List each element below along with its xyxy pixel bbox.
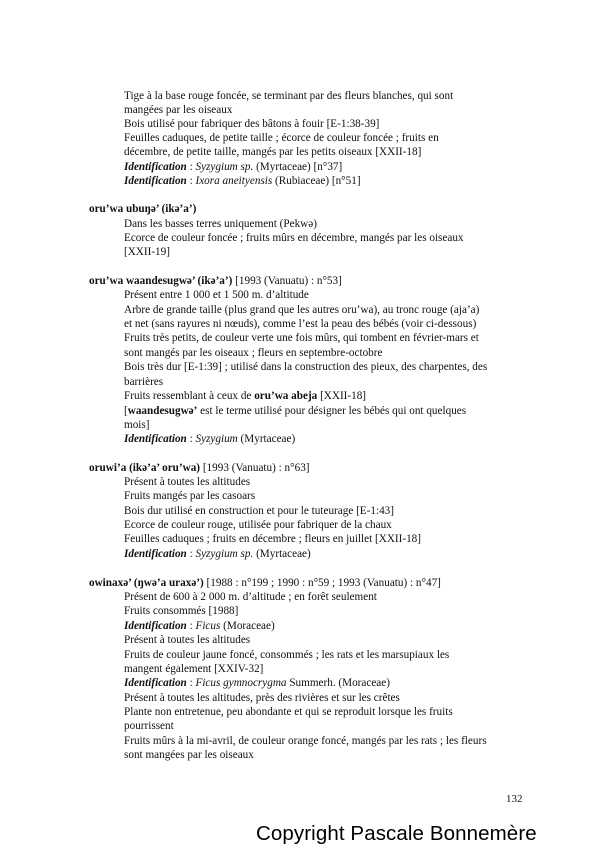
identification-line (124, 619, 275, 633)
entry-line: mangent également [XXIV-32] (124, 663, 264, 675)
entry-heading-ref: [1993 (Vanuatu) : n°53] (232, 275, 342, 287)
entry-line: Arbre de grande taille (plus grand que les autres oru’wa), au tronc rouge (aja’a) (124, 304, 480, 316)
entry-line: Présent à toutes les altitudes (124, 476, 251, 488)
species-name: Ixora aneityensis (195, 175, 273, 187)
entry-heading-line (89, 576, 441, 590)
entry-line: barrières (124, 376, 164, 388)
entry-line: Ecorce de couleur rouge, utilisée pour fabriquer de la chaux (124, 519, 392, 531)
entry-line: Fruits mûrs à la mi-avril, de couleur orange foncé, mangés par les rats ; les fleurs (124, 735, 487, 747)
text-run: est le terme utilisé pour désigner les bébés qui ont quelques (197, 405, 467, 417)
text-run: [XXII-18] (317, 390, 367, 402)
entry-heading-ref: [1993 (Vanuatu) : n°63] (200, 462, 310, 474)
entry-line: Fruits mangés par les casoars (124, 490, 256, 502)
entry-line: Présent entre 1 000 et 1 500 m. d’altitude (124, 289, 309, 301)
entry-line: Feuilles caduques, de petite taille ; écorce de couleur foncée ; fruits en (124, 132, 439, 144)
entry-line: Tige à la base rouge foncée, se terminant par des fleurs blanches, qui sont (124, 90, 454, 102)
entry-line: Ecorce de couleur foncée ; fruits mûrs en décembre, mangés par les oiseaux (124, 232, 464, 244)
cross-reference: oru’wa abeja (254, 390, 318, 402)
entry-line: pourrissent (124, 720, 174, 732)
entry-line: Bois dur utilisé en construction et pour le tuteurage [E-1:43] (124, 505, 394, 517)
entry-line: Fruits très petits, de couleur verte une fois mûrs, qui tombent en février-mars et (124, 332, 479, 344)
identification-line (124, 174, 361, 188)
entry-line: mois] (124, 419, 150, 431)
identification-line (124, 160, 342, 174)
entry-heading: oru’wa waandesugwə’ (ikə’a’) (89, 275, 233, 287)
identification-label: Identification (124, 175, 187, 187)
entry-line: Feuilles caduques ; fruits en décembre ; fleurs en juillet [XXII-18] (124, 533, 421, 545)
species-name: Syzygium (195, 433, 238, 445)
identification-label: Identification (124, 161, 187, 173)
entry-line: Présent à toutes les altitudes, près des rivières et sur les crêtes (124, 692, 400, 704)
identification-sep: : (186, 620, 196, 632)
species-name: Syzygium sp. (195, 161, 254, 173)
entry-line: sont mangés par les oiseaux ; fleurs en septembre-octobre (124, 347, 383, 359)
entry-line: Bois utilisé pour fabriquer des bâtons à fouir [E-1:38-39] (124, 118, 380, 130)
entry-heading-line (89, 274, 342, 288)
copyright-watermark: Copyright Pascale Bonnemère (256, 822, 537, 845)
species-name: Syzygium sp. (195, 548, 254, 560)
identification-label: Identification (124, 620, 187, 632)
identification-label: Identification (124, 548, 187, 560)
identification-rest: (Myrtaceae) (253, 548, 311, 560)
term: waandesugwə’ (127, 405, 198, 417)
entry-line: Plante non entretenue, peu abondante et qui se reproduit lorsque les fruits (124, 706, 453, 718)
entry-line (124, 404, 466, 418)
species-name: Ficus (195, 620, 221, 632)
entry-heading-ref: [1988 : n°199 ; 1990 : n°59 ; 1993 (Vanuatu) : n°47] (203, 577, 441, 589)
entry-heading: oru’wa ubuŋə’ (ikə’a’) (89, 203, 197, 215)
identification-label: Identification (124, 677, 187, 689)
identification-sep: : (186, 548, 196, 560)
identification-rest: (Myrtaceae) (237, 433, 296, 445)
entry-line: décembre, de petite taille, mangés par les petits oiseaux [XXII-18] (124, 146, 422, 158)
entry-line: Présent de 600 à 2 000 m. d’altitude ; en forêt seulement (124, 591, 377, 603)
entry-heading: oruwi’a (ikə’a’ oru’wa) (89, 462, 201, 474)
identification-sep: : (186, 175, 196, 187)
entry-line: sont mangées par les oiseaux (124, 749, 254, 761)
entry-line: [XXII-19] (124, 246, 170, 258)
entry-line: Fruits consommés [1988] (124, 605, 239, 617)
page-number: 132 (506, 793, 523, 805)
identification-sep: : (186, 677, 196, 689)
entry-line: Dans les basses terres uniquement (Pekwə) (124, 218, 317, 230)
identification-sep: : (186, 161, 196, 173)
entry-line: Bois très dur [E-1:39] ; utilisé dans la construction des pieux, des charpentes, des (124, 361, 488, 373)
species-name: Ficus gymnocrygma (195, 677, 287, 689)
identification-sep: : (186, 433, 196, 445)
entry-line (124, 389, 366, 403)
entry-line: et net (sans rayures ni nœuds), comme l’est la peau des bébés (voir ci-dessous) (124, 318, 477, 330)
identification-line (124, 676, 390, 690)
identification-rest: (Moraceae) (220, 620, 275, 632)
identification-rest: (Rubiaceae) [n°51] (272, 175, 361, 187)
identification-rest: Summerh. (Moraceae) (286, 677, 390, 689)
entry-line: Fruits de couleur jaune foncé, consommés ; les rats et les marsupiaux les (124, 649, 450, 661)
text-run: Fruits ressemblant à ceux de (124, 390, 255, 402)
identification-line (124, 547, 311, 561)
identification-label: Identification (124, 433, 187, 445)
entry-heading-line (89, 461, 310, 475)
identification-line (124, 432, 295, 446)
entry-line: Présent à toutes les altitudes (124, 634, 251, 646)
entry-heading: owinaxə’ (ŋwə’a uraxə’) (89, 577, 204, 589)
text-run: [ (124, 405, 128, 417)
identification-rest: (Myrtaceae) [n°37] (253, 161, 343, 173)
entry-line: mangées par les oiseaux (124, 104, 233, 116)
